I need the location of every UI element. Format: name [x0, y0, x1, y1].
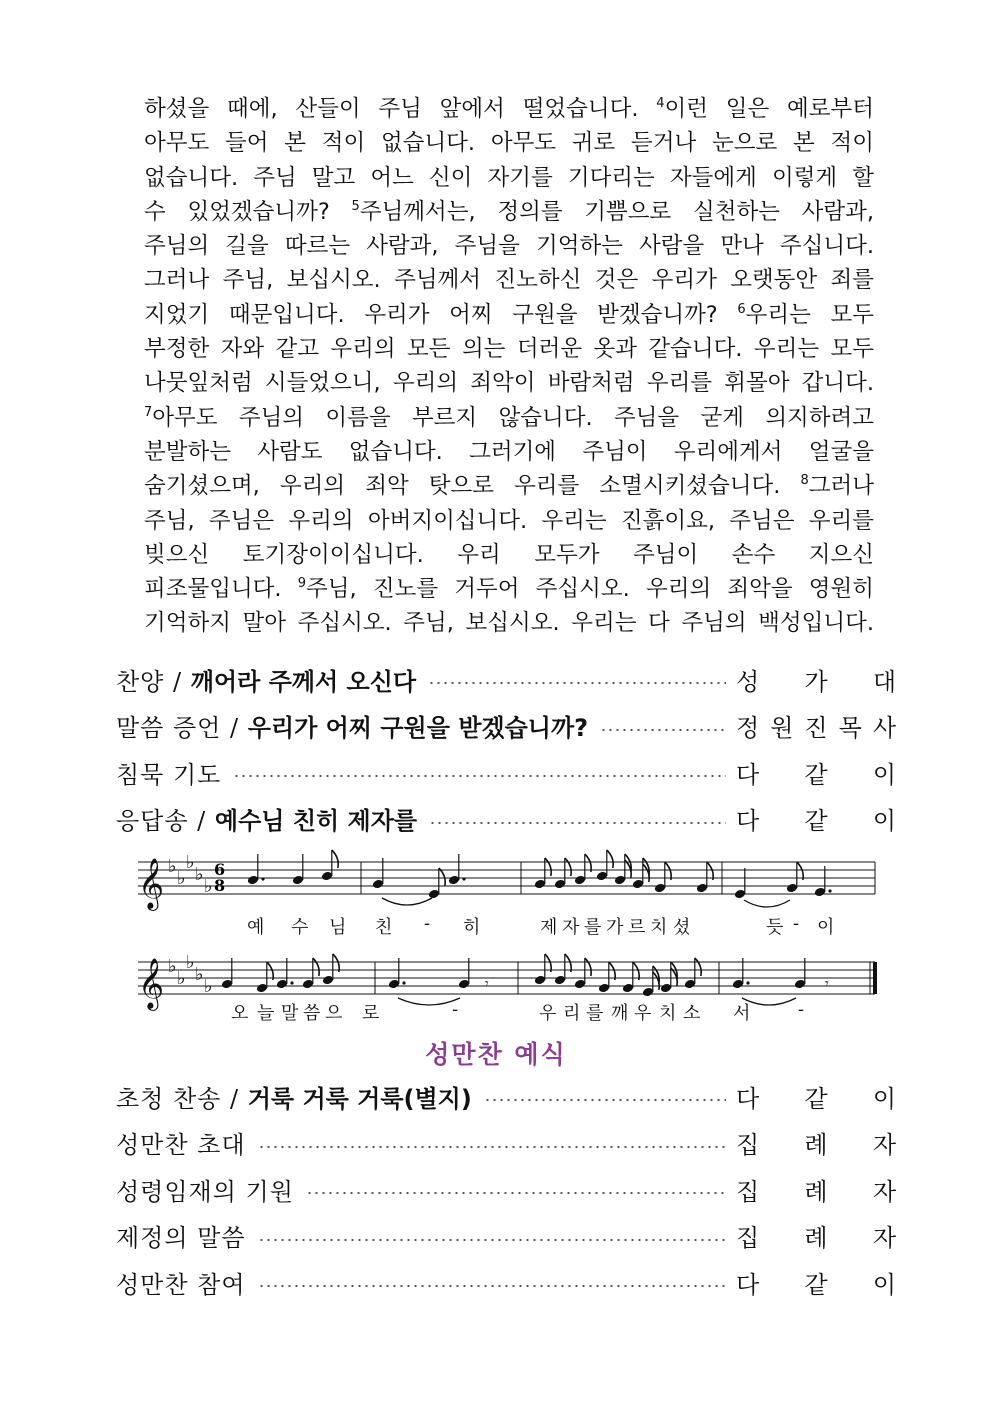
lyric-syllable: 르: [628, 917, 646, 938]
order-role: 집 례 자: [736, 1131, 896, 1159]
lyric-syllable: 오: [231, 1003, 249, 1024]
flat-icon: ♭: [186, 852, 195, 873]
worship-order-row: [116, 799, 896, 839]
worship-order-row: [116, 659, 896, 699]
lyric-syllable: 를: [586, 1003, 604, 1024]
flat-icon: ♭: [177, 868, 186, 889]
section-title: 성만찬 예식: [425, 1040, 567, 1069]
dot-leader: [306, 1191, 726, 1195]
verse-number: 9: [297, 576, 307, 592]
scripture-line: $^7$아무도 주님의 이름을 부르지 않습니다. 주님을 굳게 의지하려고: [144, 404, 874, 431]
note: [642, 966, 659, 997]
note: [794, 958, 806, 989]
flat-icon: ♭: [204, 976, 213, 997]
lyric-syllable: 으: [325, 1003, 343, 1024]
order-role: 집 례 자: [736, 1177, 896, 1206]
note: [458, 958, 470, 989]
order-label: 말씀 증언 / 우리가 어찌 구원을 받겠습니까?: [116, 714, 589, 742]
scripture-line: 나뭇잎처럼 시들었으니, 우리의 죄악이 바람처럼 우리를 휘몰아 갑니다.: [144, 370, 874, 397]
lyric-syllable: -: [452, 999, 459, 1020]
lyric-syllable: 리: [563, 1003, 581, 1024]
note: [632, 858, 649, 889]
lyric-syllable: 가: [606, 917, 624, 938]
slur: [744, 900, 790, 907]
lyric-syllable: 말: [281, 1003, 299, 1024]
flat-icon: ♭: [186, 952, 195, 973]
order-label: 제정의 말씀: [116, 1224, 246, 1252]
note: [684, 958, 701, 989]
note: [554, 858, 571, 889]
lyric-syllable: 치: [650, 917, 668, 938]
treble-clef-icon: 𝄞: [138, 958, 165, 1009]
order-role: 다 같 이: [736, 807, 896, 835]
order-role: 다 같 이: [736, 1270, 896, 1299]
order-role: 집 례 자: [736, 1224, 896, 1252]
note: [734, 868, 746, 899]
verse-number: 5: [351, 198, 360, 214]
eucharist-order-row: [116, 1216, 896, 1256]
flat-icon: ♭: [168, 956, 177, 977]
scripture-line: 수 있었겠습니까? $^5$주님께서는, 정의를 기쁨으로 실천하는 사람과,: [144, 198, 874, 225]
order-label: 찬양 / 깨어라 주께서 오신다: [116, 667, 417, 696]
flat-icon: ♭: [168, 856, 177, 877]
lyric-syllable: 셨: [673, 917, 691, 938]
rest-icon: 𝄾: [825, 976, 829, 992]
scripture-line: 피조물입니다. $^9$주님, 진노를 거두어 주십시오. 우리의 죄악을 영원히: [144, 576, 874, 603]
lyric-syllable: 로: [362, 1003, 380, 1024]
order-title: 예수님 친히 제자를: [214, 807, 418, 835]
order-title: 거룩 거룩 거룩(별지): [247, 1084, 472, 1113]
note: [321, 850, 338, 881]
order-title: 깨어라 주께서 오신다: [190, 667, 417, 696]
flat-icon: ♭: [195, 964, 204, 985]
treble-clef-icon: 𝄞: [138, 858, 165, 909]
note: [574, 958, 591, 989]
scripture-line: 주님의 길을 따르는 사람과, 주님을 기억하는 사람을 만나 주십니다.: [144, 233, 874, 260]
lyric-syllable: 씀: [303, 1003, 321, 1024]
lyric-syllable: 자: [562, 917, 580, 938]
note: [534, 858, 551, 889]
eucharist-order-row: [116, 1262, 896, 1302]
dot-leader: [258, 1145, 726, 1149]
verse-number: 7: [144, 404, 153, 420]
lyric-syllable: 친: [375, 917, 393, 938]
hymn-lyrics-line-2: [0, 999, 992, 1023]
lyric-syllable: 예: [247, 917, 265, 938]
eucharist-order-row: [116, 1123, 896, 1163]
scripture-line: 분발하는 사람도 없습니다. 그러기에 주님이 우리에게서 얼굴을: [144, 438, 874, 465]
note: [732, 958, 750, 989]
dot-leader: [484, 1098, 726, 1102]
lyric-syllable: 님: [329, 917, 347, 938]
scripture-line: 기억하지 말아 주십시오. 주님, 보십시오. 우리는 다 주님의 백성입니다.: [144, 610, 874, 637]
scripture-line: 아무도 들어 본 적이 없습니다. 아무도 귀로 듣거나 눈으로 본 적이: [144, 130, 874, 157]
eucharist-order-row: [116, 1076, 896, 1116]
lyric-syllable: 히: [463, 917, 481, 938]
time-signature-bottom: 8: [214, 876, 226, 895]
scripture-passage: [144, 92, 874, 641]
scripture-line: 없습니다. 주님 말고 어느 신이 자기를 기다리는 자들에게 이렇게 할: [144, 164, 874, 191]
order-role: 다 같 이: [736, 1084, 896, 1113]
lyric-syllable: 이: [817, 917, 835, 938]
order-label: 응답송 / 예수님 친히 제자를: [116, 807, 418, 835]
lyric-syllable: 듯: [766, 917, 784, 938]
dot-leader: [429, 821, 726, 825]
flat-icon: ♭: [204, 876, 213, 897]
order-role: 정 원 진 목 사: [736, 714, 896, 742]
scripture-line: 빚으신 토기장이이십니다. 우리 모두가 주님이 손수 지으신: [144, 541, 874, 568]
rest-icon: 𝄾: [485, 976, 489, 992]
note: [814, 866, 832, 897]
order-role: 성 가 대: [736, 667, 896, 696]
verse-number: 6: [737, 301, 746, 317]
note: [388, 958, 406, 989]
note: [372, 858, 384, 889]
scripture-line: 숨기셨으며, 우리의 죄악 탓으로 우리를 소멸시키셨습니다. $^8$그러나: [144, 473, 874, 500]
lyric-syllable: 치: [659, 1003, 677, 1024]
lyric-syllable: 우: [539, 1003, 557, 1024]
scripture-line: 그러나 주님, 보십시오. 주님께서 진노하신 것은 우리가 오랫동안 죄를: [144, 267, 874, 294]
lyric-syllable: -: [424, 913, 431, 934]
worship-order-row: [116, 752, 896, 792]
verse-number: 4: [656, 96, 665, 111]
order-label: 초청 찬송 / 거룩 거룩 거룩(별지): [116, 1084, 472, 1113]
eucharist-order-row: [116, 1169, 896, 1209]
lyric-syllable: 제: [540, 917, 558, 938]
scripture-line: 주님, 주님은 우리의 아버지이십니다. 우리는 진흙이요, 주님은 우리를: [144, 507, 874, 534]
worship-order-row: [116, 706, 896, 746]
slur: [382, 898, 432, 905]
note: [428, 868, 445, 899]
dot-leader: [258, 1284, 726, 1288]
time-signature-top: 6: [214, 860, 226, 879]
dot-leader: [233, 774, 726, 778]
hymn-lyrics-line-1: [0, 913, 992, 937]
order-label: 성만찬 참여: [116, 1270, 246, 1299]
note: [302, 958, 319, 989]
lyric-syllable: 우: [634, 1003, 652, 1024]
dot-leader: [428, 681, 726, 685]
lyric-syllable: 를: [584, 917, 602, 938]
order-label: 성령임재의 기원: [116, 1177, 294, 1206]
lyric-syllable: -: [798, 999, 805, 1020]
order-label: 침묵 기도: [116, 760, 222, 789]
lyric-syllable: 수: [291, 917, 309, 938]
note: [276, 958, 294, 989]
dot-leader: [258, 1238, 726, 1242]
lyric-syllable: 깨: [611, 1003, 629, 1024]
flat-icon: ♭: [195, 864, 204, 885]
lyric-syllable: 늘: [257, 1003, 275, 1024]
flat-icon: ♭: [177, 968, 186, 989]
note: [596, 850, 613, 881]
scripture-line: 하셨을 때에, 산들이 주님 앞에서 떨었습니다. $^4$이런 일은 예로부터: [144, 96, 875, 122]
scripture-line: 부정한 자와 같고 우리의 모든 의는 더러운 옷과 같습니다. 우리는 모두: [144, 336, 874, 363]
lyric-syllable: 소: [683, 1003, 701, 1024]
order-label: 성만찬 초대: [116, 1131, 246, 1159]
scripture-line: 지었기 때문입니다. 우리가 어찌 구원을 받겠습니까? $^6$우리는 모두: [144, 301, 874, 328]
order-role: 다 같 이: [736, 760, 896, 789]
lyric-syllable: -: [793, 913, 800, 934]
order-title: 우리가 어찌 구원을 받겠습니까?: [247, 714, 589, 742]
dot-leader: [600, 728, 726, 732]
lyric-syllable: 서: [733, 1003, 751, 1024]
verse-number: 8: [800, 473, 809, 489]
note: [221, 958, 233, 989]
